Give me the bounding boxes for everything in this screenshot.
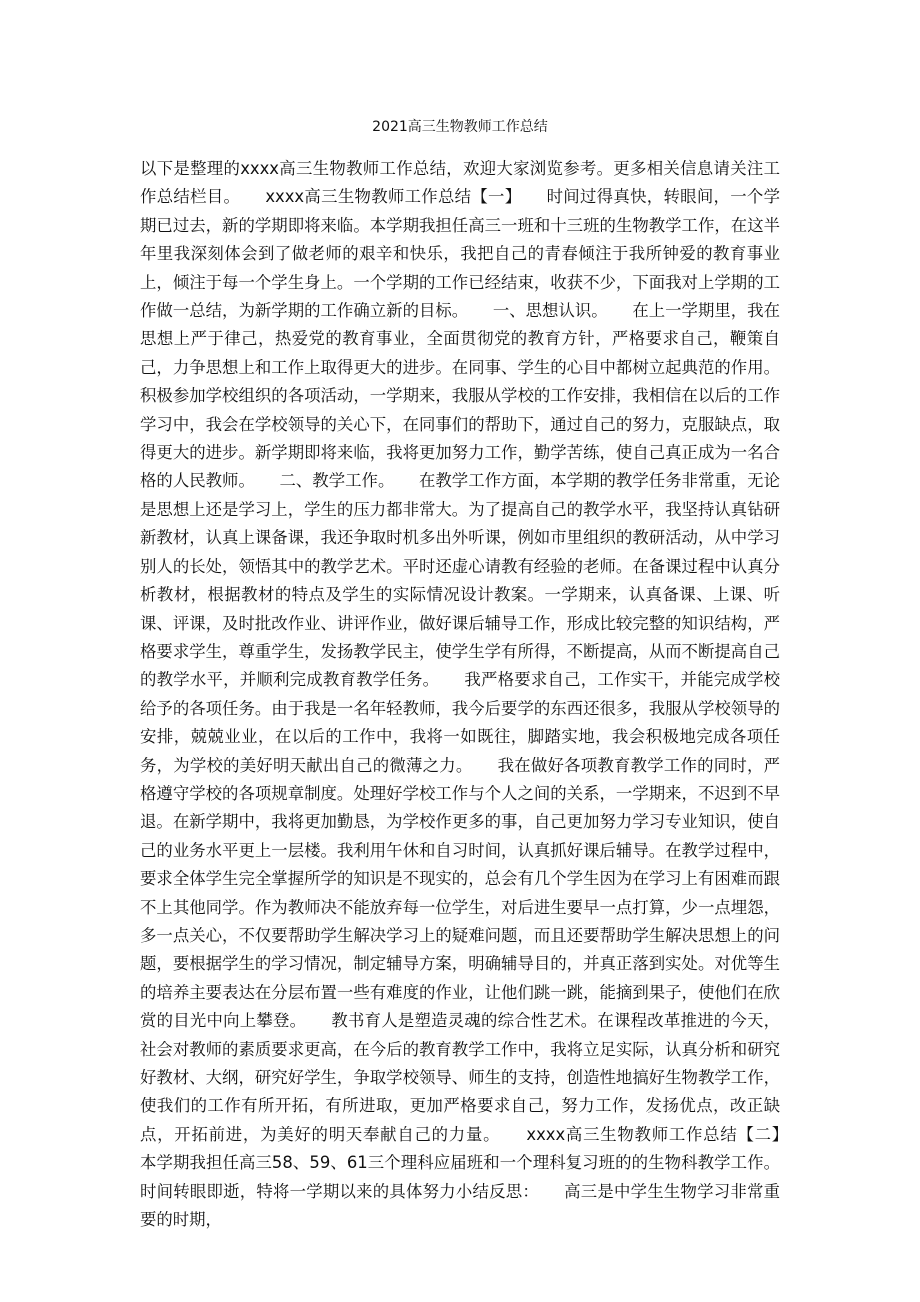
document-body: 以下是整理的xxxx高三生物教师工作总结，欢迎大家浏览参考。更多相关信息请关注工作总结栏目。 xxxx高三生物教师工作总结【一】 时间过得真快，转眼间，一个学期已过去，新的学期即将来临。本学期我担任高三一班和十三班的生物教学工作，在这半年里我深刻体会到了做老师的艰辛和快乐，我把自己的青春倾注于我所钟爱的教育事业上，倾注于每一个学生身上。一个学期的工作已经结束，收获不少，下面我对上学期的工作做一总结，为新学期的工作确立新的目标。 一、思想认识。 在上一学期里，我在思想上严于律己，热爱党的教育事业，全面贯彻党的教育方针，严格要求自己，鞭策自己，力争思想上和工作上取得更大的进步。在同事、学生的心目中都树立起典范的作用。积极参加学校组织的各项活动，一学期来，我服从学校的工作安排，我相信在以后的工作学习中，我会在学校领导的关心下，在同事们的帮助下，通过自己的努力，克服缺点，取得更大的进步。新学期即将来临，我将更加努力工作，勤学苦练，使自己真正成为一名合格的人民教师。 二、教学工作。 在教学工作方面，本学期的教学任务非常重，无论是思想上还是学习上，学生的压力都非常大。为了提高自己的教学水平，我坚持认真钻研新教材，认真上课备课，我还争取时机多出外听课，例如市里组织的教研活动，从中学习别人的长处，领悟其中的教学艺术。平时还虚心请教有经验的老师。在备课过程中认真分析教材，根据教材的特点及学生的实际情况设计教案。一学期来，认真备课、上课、听课、评课，及时批改作业、讲评作业，做好课后辅导工作，形成比较完整的知识结构，严格要求学生，尊重学生，发扬教学民主，使学生学有所得，不断提高，从而不断提高自己的教学水平，并顺利完成教育教学任务。 我严格要求自己，工作实干，并能完成学校给予的各项任务。由于我是一名年轻教师，我今后要学的东西还很多，我服从学校领导的安排，兢兢业业，在以后的工作中，我将一如既往，脚踏实地，我会积极地完成各项任务，为学校的美好明天献出自己的微薄之力。 我在做好各项教育教学工作的同时，严格遵守学校的各项规章制度。处理好学校工作与个人之间的关系，一学期来，不迟到不早退。在新学期中，我将更加勤恳，为学校作更多的事，自己更加努力学习专业知识，使自己的业务水平更上一层楼。我利用午休和自习时间，认真抓好课后辅导。在教学过程中，要求全体学生完全掌握所学的知识是不现实的，总会有几个学生因为在学习上有困难而跟不上其他同学。作为教师决不能放弃每一位学生，对后进生要早一点打算，少一点埋怨，多一点关心，不仅要帮助学生解决学习上的疑难问题，而且还要帮助学生解决思想上的问题，要根据学生的学习情况，制定辅导方案，明确辅导目的，并真正落到实处。对优等生的培养主要表达在分层布置一些有难度的作业，让他们跳一跳，能摘到果子，使他们在欣赏的目光中向上攀登。 教书育人是塑造灵魂的综合性艺术。在课程改革推进的今天，社会对教师的素质要求更高，在今后的教育教学工作中，我将立足实际，认真分析和研究好教材、大纲，研究好学生，争取学校领导、师生的支持，创造性地搞好生物教学工作，使我们的工作有所开拓，有所进取，更加严格要求自己，努力工作，发扬优点，改正缺点，开拓前进，为美好的明天奉献自己的力量。 xxxx高三生物教师工作总结【二】 本学期我担任高三58、59、61三个理科应届班和一个理科复习班的的生物科教学工作。时间转眼即逝，特将一学期以来的具体努力小结反思： 高三是中学生生物学习非常重要的时期，: [140, 159, 813, 1230]
document-title: 2021高三生物教师工作总结: [372, 119, 548, 135]
